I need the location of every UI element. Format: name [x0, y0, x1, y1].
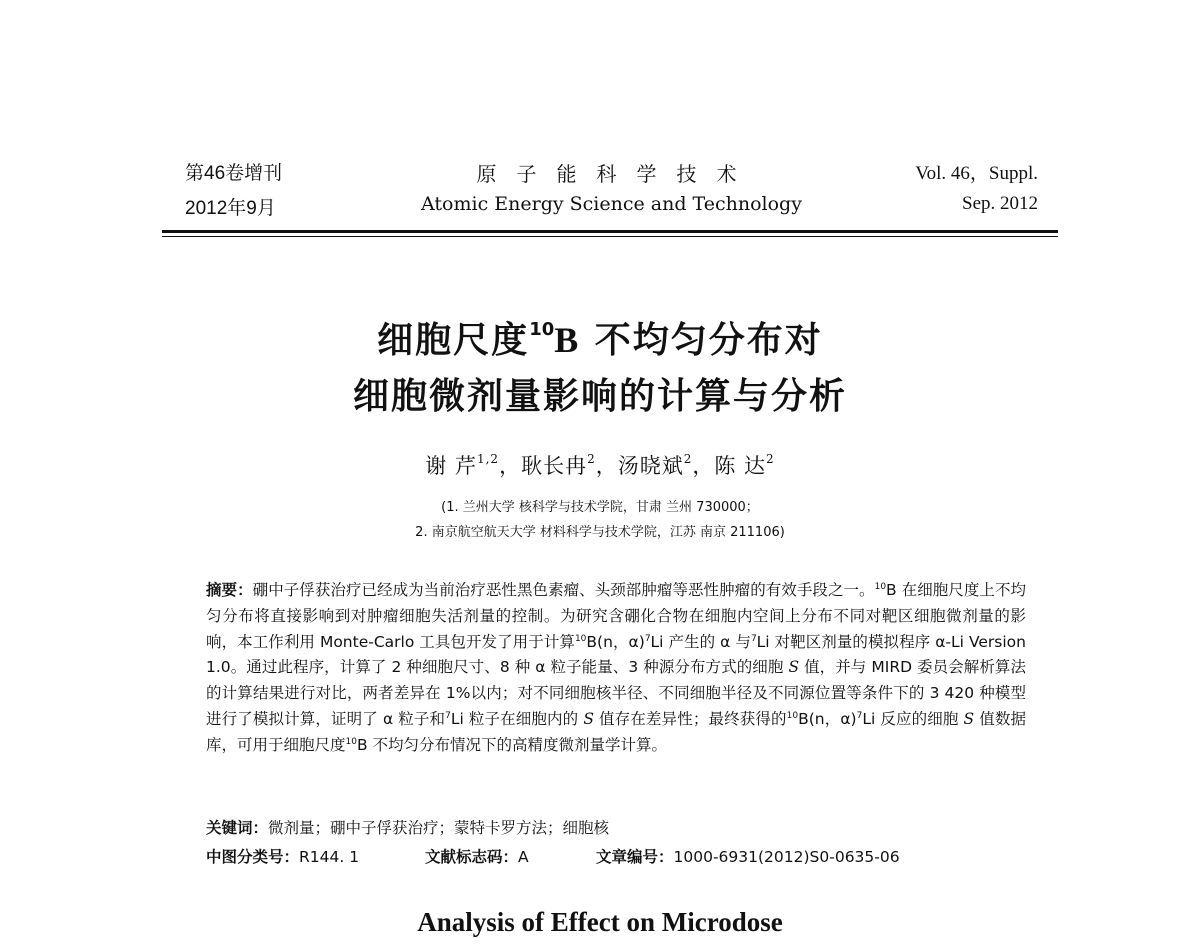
document-code-value: A: [518, 848, 529, 866]
author-4-affil: 2: [766, 452, 775, 466]
abstract-sup: 7: [445, 710, 451, 721]
journal-name-en: Atomic Energy Science and Technology: [421, 193, 802, 215]
abstract-italic-s: S: [788, 658, 800, 677]
abstract-text: Li 粒子在细胞内的: [450, 709, 584, 728]
abstract-sup: 7: [644, 633, 651, 644]
abstract-text: 值数据库，可用于细胞尺度: [206, 709, 1026, 754]
abstract-italic-s: S: [963, 709, 975, 728]
running-header-row-2: [185, 193, 1038, 223]
abstract-text: B(n，α): [586, 632, 645, 651]
author-list: [0, 450, 1200, 480]
running-header-row-1: [185, 158, 1038, 188]
abstract-sup: 10: [574, 633, 587, 644]
author-4: ，陈 达: [692, 454, 767, 478]
keywords-text: 微剂量；硼中子俘获治疗；蒙特卡罗方法；细胞核: [268, 819, 610, 837]
article-id: [596, 845, 900, 867]
document-code-label: 文献标志码：: [425, 848, 519, 866]
abstract-text: Li 反应的细胞: [862, 709, 964, 728]
abstract-text: B 在细胞尺度上不均匀分布将直接影响到对肿瘤细胞失活剂量的控制。为研究含硼化合物在细胞内空间上分布不同对靶区细胞微剂量的影响，本工作利用 Monte-Carlo 工具包开发了用于计算: [206, 581, 1026, 651]
clc-number: [206, 845, 359, 867]
clc-value: R144. 1: [299, 848, 360, 866]
journal-name-cn: 原子能科学技术: [476, 162, 757, 186]
abstract-sup: 10: [345, 736, 357, 747]
author-2-affil: 2: [587, 452, 596, 466]
author-1-affil: 1,2: [476, 452, 500, 466]
date-en: Sep. 2012: [962, 193, 1038, 214]
title-suffix: 不均匀分布对: [580, 320, 823, 361]
author-3-affil: 2: [683, 452, 693, 466]
abstract-label: 摘要：: [206, 581, 253, 599]
article-id-value: 1000-6931(2012)S0-0635-06: [673, 848, 900, 866]
english-title: Analysis of Effect on Microdose: [417, 907, 783, 937]
keywords: [206, 816, 609, 838]
abstract-text: Li 产生的 α 与: [650, 632, 751, 651]
author-2: ，耿长冉: [499, 454, 588, 478]
title-prefix: 细胞尺度: [377, 320, 530, 361]
abstract-sup: 10: [786, 710, 799, 721]
article-id-label: 文章编号：: [596, 848, 674, 866]
paper-title-line-2: 细胞微剂量影响的计算与分析: [352, 376, 847, 417]
abstract: [206, 578, 1026, 759]
keywords-label: 关键词：: [206, 819, 269, 837]
affiliation-2: 2. 南京航空航天大学 材料科学与技术学院，江苏 南京 211106): [415, 525, 785, 540]
abstract-text: B(n，α): [798, 709, 857, 728]
date-cn: 2012年9月: [185, 198, 276, 219]
abstract-italic-s: S: [583, 709, 594, 728]
author-1: 谢 芹: [425, 454, 477, 478]
title-boron-symbol: B: [554, 320, 581, 360]
paper-title-line-1: [0, 312, 1200, 363]
abstract-text: B 不均匀分布情况下的高精度微剂量学计算。: [356, 735, 668, 754]
clc-label: 中图分类号：: [206, 848, 300, 866]
abstract-text: 硼中子俘获治疗已经成为当前治疗恶性黑色素瘤、头颈部肿瘤等恶性肿瘤的有效手段之一。: [252, 581, 875, 599]
abstract-sup: 10: [874, 582, 887, 592]
abstract-text: Li 对靶区剂量的模拟程序 α-Li Version 1.0。通过此程序，计算了 2 种细胞尺寸、8 种 α 粒子能量、3 种源分布方式的细胞: [206, 632, 1026, 677]
volume-en: Vol. 46，Suppl.: [915, 163, 1038, 184]
header-rule-thin: [162, 236, 1058, 237]
author-3: ，汤晓斌: [595, 454, 684, 478]
document-code: [425, 845, 529, 867]
affiliation-1: (1. 兰州大学 核科学与技术学院，甘肃 兰州 730000；: [441, 500, 759, 515]
abstract-text: 值，并与 MIRD 委员会解析算法的计算结果进行对比，两者差异在 1%以内；对不同细胞核半径、不同细胞半径及不同源位置等条件下的 3 420 种模型进行了模拟计算，证明了 α 粒子和: [206, 658, 1026, 728]
header-rule-thick: [162, 230, 1058, 233]
title-isotope-sup: 10: [529, 319, 555, 340]
abstract-sup: 7: [750, 633, 757, 644]
abstract-text: 值存在差异性；最终获得的: [593, 709, 787, 728]
volume-cn: 第46卷增刊: [185, 163, 283, 184]
abstract-sup: 7: [856, 710, 863, 721]
